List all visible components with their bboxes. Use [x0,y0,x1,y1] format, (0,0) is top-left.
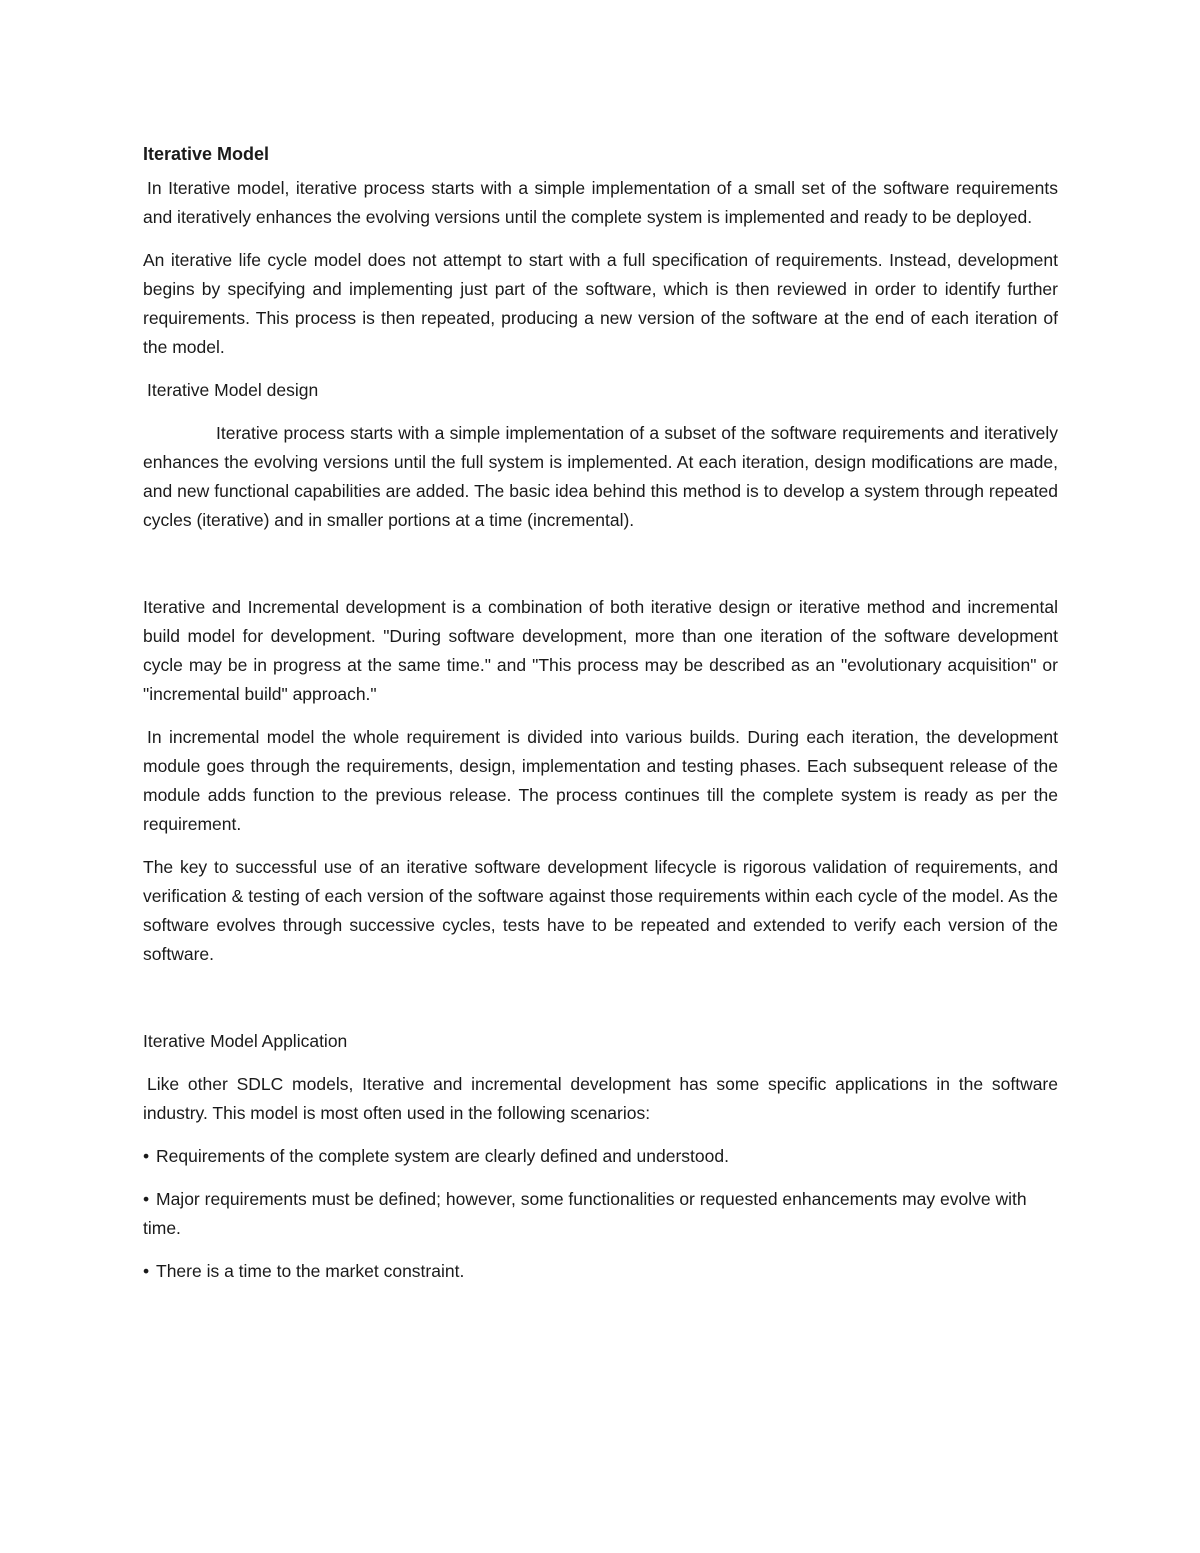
application-paragraph: Like other SDLC models, Iterative and incremental development has some specific applications in the software industry. This model is most often used in the following scenarios: [143,1074,1058,1123]
combination-paragraph: Iterative and Incremental development is a combination of both iterative design or iterative method and incremental build model for development. "During software development, more than one iteration of the software development cycle may be in progress at the same time." and "This process may be described as an "evolutionary acquisition" or "incremental build" approach." [143,597,1058,704]
application-heading: Iterative Model Application [143,1031,348,1051]
bullet-icon: • [143,1146,150,1166]
design-heading: Iterative Model design [147,380,319,400]
key-paragraph: The key to successful use of an iterative software development lifecycle is rigorous validation of requirements, and verification & testing of each version of the software against those requirements within each cycle of the model. As the software evolves through successive cycles, tests have to be repeated and extended to verify each version of the software. [143,857,1058,964]
design-paragraph: Iterative process starts with a simple implementation of a subset of the software requirements and iteratively enhances the evolving versions until the full system is implemented. At each iteration, design modifications are made, and new functional capabilities are added. The basic idea behind this method is to develop a system through repeated cycles (iterative) and in smaller portions at a time (incremental). [143,423,1058,530]
document-title: Iterative Model [143,144,270,164]
bullet-item [143,1142,1058,1171]
bullet-text: There is a time to the market constraint. [156,1261,465,1281]
bullet-item [143,1257,1058,1286]
bullet-text: Major requirements must be defined; however, some functionalities or requested enhancements may evolve with time. [143,1189,1027,1238]
document-page [143,140,1058,1300]
incremental-paragraph: In incremental model the whole requirement is divided into various builds. During each iteration, the development module goes through the requirements, design, implementation and testing phases. Each subsequent release of the module adds function to the previous release. The process continues till the complete system is ready as per the requirement. [143,727,1058,834]
lifecycle-paragraph: An iterative life cycle model does not attempt to start with a full specification of requirements. Instead, development begins by specifying and implementing just part of the software, which is then reviewed in order to identify further requirements. This process is then repeated, producing a new version of the software at the end of each iteration of the model. [143,250,1058,357]
bullet-icon: • [143,1189,150,1209]
intro-paragraph: In Iterative model, iterative process starts with a simple implementation of a small set of the software requirements and iteratively enhances the evolving versions until the complete system is implemented and ready to be deployed. [143,178,1058,227]
bullet-text: Requirements of the complete system are clearly defined and understood. [156,1146,729,1166]
bullet-icon: • [143,1261,150,1281]
bullet-item [143,1185,1058,1243]
